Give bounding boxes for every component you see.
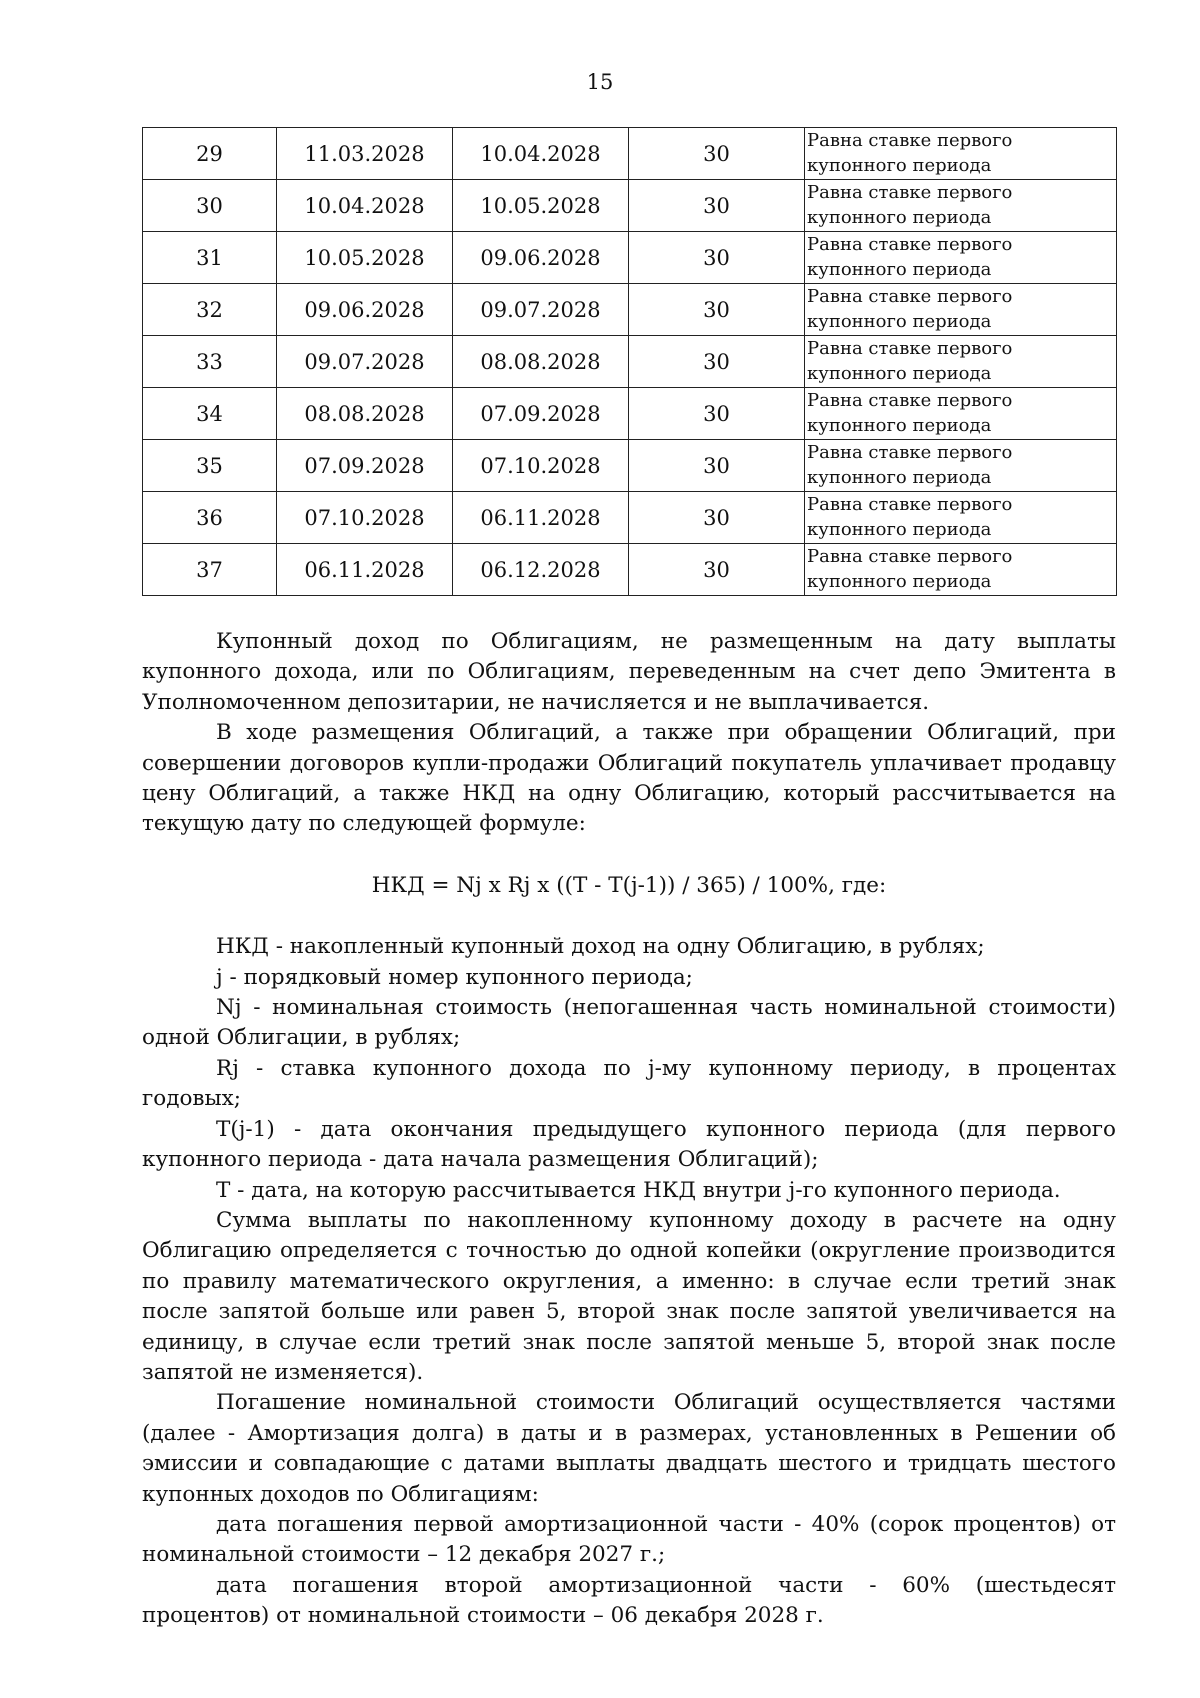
period-end-date-cell: 07.09.2028 (453, 388, 629, 440)
coupon-schedule-table (142, 127, 1117, 596)
table-row (143, 232, 1117, 284)
coupon-number-cell: 37 (143, 544, 277, 596)
period-start-date-cell: 10.04.2028 (277, 180, 453, 232)
period-start-date-cell: 07.09.2028 (277, 440, 453, 492)
definition-j: j - порядковый номер купонного периода; (216, 964, 693, 990)
coupon-rate-cell: Равна ставке первого купонного периода (805, 336, 1117, 388)
period-end-date-cell: 09.06.2028 (453, 232, 629, 284)
period-days-cell: 30 (629, 232, 805, 284)
period-start-date-cell: 11.03.2028 (277, 128, 453, 180)
period-end-date-cell: 07.10.2028 (453, 440, 629, 492)
paragraph-amortization: Погашение номинальной стоимости Облигаций осуществляется частями (далее - Амортизация долга) в даты и в размерах, установленных в Решении об эмиссии и совпадающие с датами выплаты двадцать шестого и тридцать шестого купонных доходов по Облигациям: (142, 1390, 1116, 1507)
definition-t-prev: T(j-1) - дата окончания предыдущего купонного периода (для первого купонного периода - дата начала размещения Облигаций); (142, 1116, 1116, 1173)
table-row (143, 492, 1117, 544)
coupon-rate-cell: Равна ставке первого купонного периода (805, 128, 1117, 180)
table-row (143, 544, 1117, 596)
period-end-date-cell: 06.11.2028 (453, 492, 629, 544)
period-start-date-cell: 09.06.2028 (277, 284, 453, 336)
coupon-number-cell: 35 (143, 440, 277, 492)
period-days-cell: 30 (629, 180, 805, 232)
page-number: 15 (586, 70, 614, 94)
coupon-number-cell: 32 (143, 284, 277, 336)
amortization-second-part: дата погашения второй амортизационной части - 60% (шестьдесят процентов) от номинальной стоимости – 06 декабря 2028 г. (142, 1572, 1116, 1629)
period-end-date-cell: 10.04.2028 (453, 128, 629, 180)
document-body (142, 627, 1116, 1632)
coupon-rate-cell: Равна ставке первого купонного периода (805, 440, 1117, 492)
period-end-date-cell: 06.12.2028 (453, 544, 629, 596)
coupon-number-cell: 34 (143, 388, 277, 440)
table-row (143, 128, 1117, 180)
coupon-rate-cell: Равна ставке первого купонного периода (805, 284, 1117, 336)
definition-nkd: НКД - накопленный купонный доход на одну Облигацию, в рублях; (216, 934, 985, 960)
period-start-date-cell: 10.05.2028 (277, 232, 453, 284)
paragraph-rounding: Сумма выплаты по накопленному купонному доходу в расчете на одну Облигацию определяется с точностью до одной копейки (округление производится по правилу математического округления, а именно: в случае если третий знак после запятой больше или равен 5, второй знак после запятой увеличивается на единицу, в случае если третий знак после запятой меньше 5, второй знак после запятой не изменяется). (142, 1207, 1116, 1385)
period-start-date-cell: 06.11.2028 (277, 544, 453, 596)
definition-t: T - дата, на которую рассчитывается НКД внутри j-го купонного периода. (216, 1177, 1061, 1203)
period-end-date-cell: 09.07.2028 (453, 284, 629, 336)
amortization-first-part: дата погашения первой амортизационной части - 40% (сорок процентов) от номинальной стоимости – 12 декабря 2027 г.; (142, 1511, 1116, 1568)
table-row (143, 284, 1117, 336)
table-row (143, 180, 1117, 232)
nkd-formula: НКД = Nj x Rj x ((T - T(j-1)) / 365) / 100%, где: (371, 872, 887, 898)
period-days-cell: 30 (629, 128, 805, 180)
period-days-cell: 30 (629, 336, 805, 388)
coupon-rate-cell: Равна ставке первого купонного периода (805, 492, 1117, 544)
period-days-cell: 30 (629, 284, 805, 336)
period-start-date-cell: 07.10.2028 (277, 492, 453, 544)
coupon-number-cell: 31 (143, 232, 277, 284)
paragraph-purchase-price: В ходе размещения Облигаций, а также при обращении Облигаций, при совершении договоров купли-продажи Облигаций покупатель уплачивает продавцу цену Облигаций, а также НКД на одну Облигацию, который рассчитывается на текущую дату по следующей формуле: (142, 720, 1116, 837)
period-end-date-cell: 10.05.2028 (453, 180, 629, 232)
coupon-number-cell: 36 (143, 492, 277, 544)
coupon-number-cell: 30 (143, 180, 277, 232)
coupon-rate-cell: Равна ставке первого купонного периода (805, 180, 1117, 232)
definition-rj: Rj - ставка купонного дохода по j-му купонному периоду, в процентах годовых; (142, 1055, 1116, 1112)
period-start-date-cell: 09.07.2028 (277, 336, 453, 388)
period-days-cell: 30 (629, 388, 805, 440)
coupon-number-cell: 29 (143, 128, 277, 180)
definition-nj: Nj - номинальная стоимость (непогашенная часть номинальной стоимости) одной Облигации, в рублях; (142, 995, 1116, 1051)
period-days-cell: 30 (629, 492, 805, 544)
table-row (143, 440, 1117, 492)
coupon-rate-cell: Равна ставке первого купонного периода (805, 232, 1117, 284)
period-days-cell: 30 (629, 440, 805, 492)
paragraph-unplaced-bonds: Купонный доход по Облигациям, не размещенным на дату выплаты купонного дохода, или по Облигациям, переведенным на счет депо Эмитента в Уполномоченном депозитарии, не начисляется и не выплачивается. (142, 629, 1116, 715)
coupon-rate-cell: Равна ставке первого купонного периода (805, 388, 1117, 440)
coupon-number-cell: 33 (143, 336, 277, 388)
table-row (143, 388, 1117, 440)
period-days-cell: 30 (629, 544, 805, 596)
period-start-date-cell: 08.08.2028 (277, 388, 453, 440)
coupon-rate-cell: Равна ставке первого купонного периода (805, 544, 1117, 596)
period-end-date-cell: 08.08.2028 (453, 336, 629, 388)
table-row (143, 336, 1117, 388)
